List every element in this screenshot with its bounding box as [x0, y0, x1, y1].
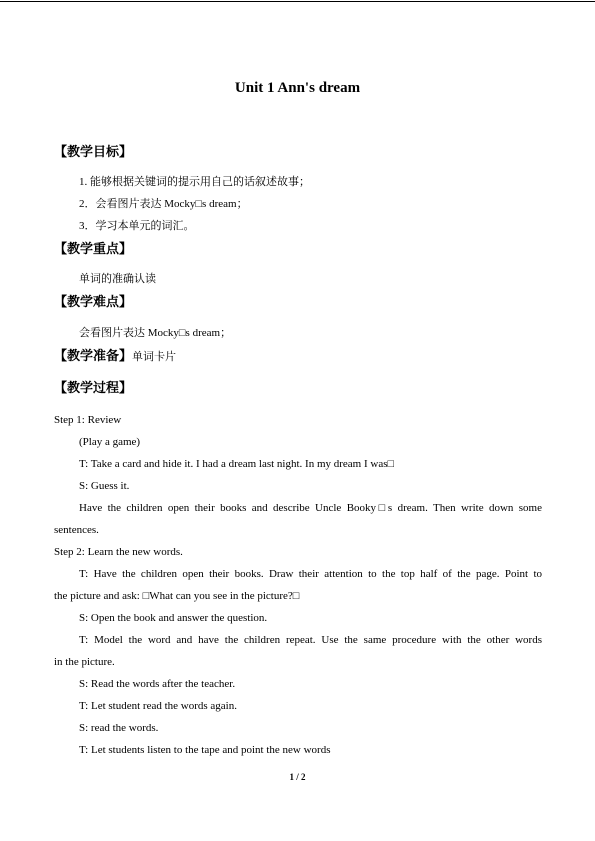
- difficulties-text: 会看图片表达 Mocky□s dream；: [79, 327, 232, 339]
- process-line: Step 2: Learn the new words.: [54, 546, 183, 558]
- key-points-heading: 【教学重点】: [54, 242, 133, 257]
- preparation-row: [54, 347, 176, 365]
- process-heading: 【教学过程】: [54, 381, 133, 396]
- process-line: T: Model the word and have the children repeat. Use the same procedure with the other words: [79, 634, 542, 646]
- process-line: Have the children open their books and describe Uncle Booky□s dream. Then write down some: [79, 502, 542, 514]
- process-line: T: Let students listen to the tape and point the new words: [79, 744, 331, 756]
- process-line: in the picture.: [54, 656, 115, 668]
- process-line: S: read the words.: [79, 722, 159, 734]
- page-number: 1 / 2: [289, 772, 306, 782]
- process-line: T: Take a card and hide it. I had a dream last night. In my dream I was□: [79, 458, 395, 470]
- process-line: S: Open the book and answer the question.: [79, 612, 268, 624]
- objective-item-3: 3．学习本单元的词汇。: [79, 220, 195, 232]
- objective-item-2: 2．会看图片表达 Mocky□s dream；: [79, 198, 248, 210]
- process-line: S: Guess it.: [79, 480, 130, 492]
- preparation-heading: 【教学准备】: [54, 349, 133, 364]
- page-title: Unit 1 Ann's dream: [234, 80, 361, 96]
- preparation-text: 单词卡片: [132, 350, 177, 363]
- process-line: (Play a game): [79, 436, 141, 448]
- process-line: T: Have the children open their books. Draw their attention to the top half of the page. Point to: [79, 568, 542, 580]
- top-border-line: [0, 1, 595, 2]
- process-line: T: Let student read the words again.: [79, 700, 237, 712]
- process-line: Step 1: Review: [54, 414, 122, 426]
- objectives-heading: 【教学目标】: [54, 145, 133, 160]
- process-line: S: Read the words after the teacher.: [79, 678, 236, 690]
- objective-item-1: 1. 能够根据关键词的提示用自己的话叙述故事；: [79, 176, 310, 188]
- process-line: sentences.: [54, 524, 99, 536]
- key-points-text: 单词的准确认读: [79, 273, 156, 285]
- process-line: the picture and ask: □What can you see in the picture?□: [54, 590, 300, 602]
- difficulties-heading: 【教学难点】: [54, 295, 133, 310]
